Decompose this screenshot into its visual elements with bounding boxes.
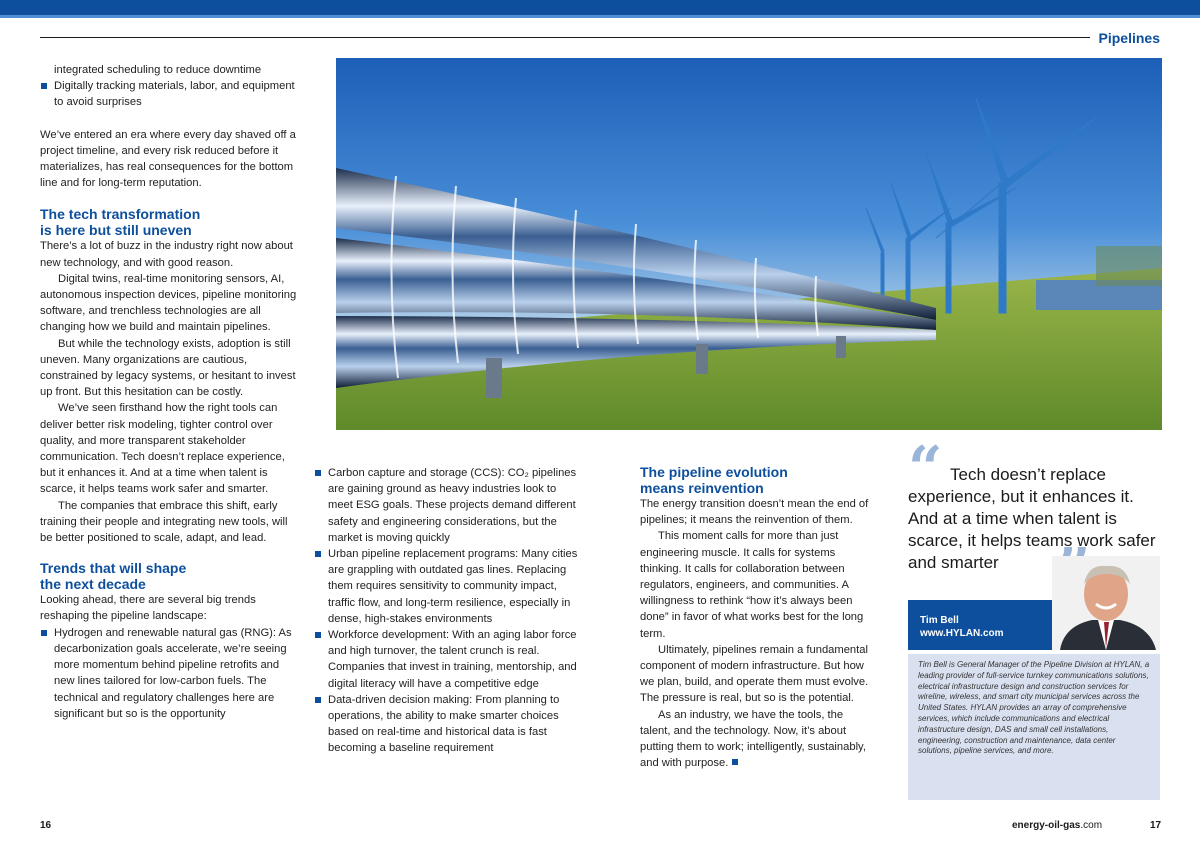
open-quote-icon: “: [908, 434, 943, 504]
header-rule: [40, 37, 1090, 38]
page-number-left: 16: [40, 820, 52, 831]
paragraph: This moment calls for more than just engineering muscle. It calls for systems thinking. It calls for collaboration between regulators, engineers, and communities. A willingness to rethink “how it’s always been done” in favor of what works best for the long term.: [640, 530, 864, 640]
column-right: [640, 464, 876, 771]
heading-line: The tech transformation: [40, 206, 201, 223]
photo-illustration: [336, 58, 1162, 430]
paragraph: Looking ahead, there are several big trends reshaping the pipeline landscape:: [40, 594, 256, 623]
author-bio: Tim Bell is General Manager of the Pipeline Division at HYLAN, a leading provider of full-service turnkey communications solutions, electrical infrastructure design and construction services for wireline, wireless, and smart city municipal services across the United States. HYLAN provides an array of comprehensive services, which include communications and electrical infrastructure design, DAS and small cell installations, engineering, construction and maintenance, data center solutions, pipeline services, and more.: [908, 654, 1160, 800]
list-item: Urban pipeline replacement programs: Many cities are grappling with outdated gas lines. Replacing them requires sensitivity to community impact, traffic flow, and long-term resilience, especially in dense, high-stakes environments: [314, 546, 580, 627]
list-item: integrated scheduling to reduce downtime: [54, 64, 262, 76]
column-middle: [314, 465, 580, 757]
list-item: Workforce development: With an aging labor force and high turnover, the talent crunch is real. Companies that invest in training, mentorship, and digital literacy will have a competitive edge: [314, 627, 580, 692]
footer-website: [1012, 820, 1102, 831]
column-left: [40, 62, 302, 722]
paragraph-text: As an industry, we have the tools, the talent, and the technology. Now, it’s about putting them to work; intelligently, sustainably, and with purpose.: [640, 708, 866, 770]
paragraph: But while the technology exists, adoption is still uneven. Many organizations are cautious, constrained by legacy systems, or hesitant to invest up front. But this hesitation can be costly.: [40, 337, 296, 399]
bullet-list-top: [40, 62, 302, 111]
paragraph: Ultimately, pipelines remain a fundamental component of modern infrastructure. But how we plan, build, and operate them must evolve. The pressure is real, but so is the potential.: [640, 643, 869, 705]
bullet-list-trends-continued: [314, 465, 580, 757]
list-item: Carbon capture and storage (CCS): CO₂ pipelines are gaining ground as heavy industries look to meet ESG goals. These projects demand different safety and engineering considerations, but the market is moving quickly: [314, 465, 580, 546]
author-website: www.HYLAN.com: [920, 628, 1004, 639]
heading-line: means reinvention: [640, 480, 764, 496]
paragraph: We’ve entered an era where every day shaved off a project timeline, and every risk reduced before it materializes, has real consequences for the bottom line and for long-term reputation.: [40, 128, 296, 190]
author-avatar: [1052, 556, 1160, 650]
author-name: Tim Bell: [920, 615, 959, 626]
list-item: Data-driven decision making: From planning to operations, the ability to make smarter choices based on real-time and historical data is fast becoming a baseline requirement: [314, 692, 580, 757]
top-color-bar: [0, 0, 1200, 18]
list-item: Hydrogen and renewable natural gas (RNG): As decarbonization goals accelerate, we’re seeing more momentum behind pipeline retrofits and new lines tailored for low-carbon fuels. The technical and regulatory challenges here are significant but so is the opportunity: [40, 625, 302, 722]
heading-pipeline-evolution: [640, 464, 876, 496]
heading-tech-transformation: [40, 206, 302, 238]
page-number-right: 17: [1150, 820, 1162, 831]
heading-line: the next decade: [40, 576, 146, 593]
paragraph: Digital twins, real-time monitoring sensors, AI, autonomous inspection devices, pipeline monitoring software, and trenchless technologies are all changing how we build and maintain pipelines.: [40, 272, 297, 334]
footer-site-name: energy-oil-gas: [1012, 820, 1081, 831]
section-title: Pipelines: [1098, 30, 1160, 46]
paragraph: There’s a lot of buzz in the industry right now about new technology, and with good reason.: [40, 240, 293, 269]
paragraph: The companies that embrace this shift, early training their people and integrating new tools, will be better positioned to scale, adapt, and lead.: [40, 499, 288, 545]
paragraph: We’ve seen firsthand how the right tools can deliver better risk modeling, tighter control over quality, and more transparent stakeholder communication. Tech doesn’t replace experience, but it enhances it. And at a time when talent is scarce, it helps teams work safer and smarter.: [40, 402, 285, 496]
pipeline-wind-turbines-photo: [336, 58, 1162, 430]
end-of-article-marker: [732, 759, 738, 765]
heading-line: Trends that will shape: [40, 560, 187, 577]
heading-trends: [40, 560, 302, 592]
pull-quote-text: Tech doesn’t replace experience, but it enhances it. And at a time when talent is scarce, it helps teams work safer and smarter: [908, 465, 1156, 572]
bullet-list-trends: [40, 625, 302, 722]
footer-site-suffix: .com: [1080, 820, 1103, 831]
paragraph: The energy transition doesn’t mean the end of pipelines; it means the reinvention of them.: [640, 498, 869, 527]
author-portrait-illustration: [1052, 556, 1160, 650]
heading-line: The pipeline evolution: [640, 464, 788, 480]
paragraph: [640, 707, 876, 772]
list-item: Digitally tracking materials, labor, and equipment to avoid surprises: [40, 78, 302, 110]
heading-line: is here but still uneven: [40, 222, 192, 239]
